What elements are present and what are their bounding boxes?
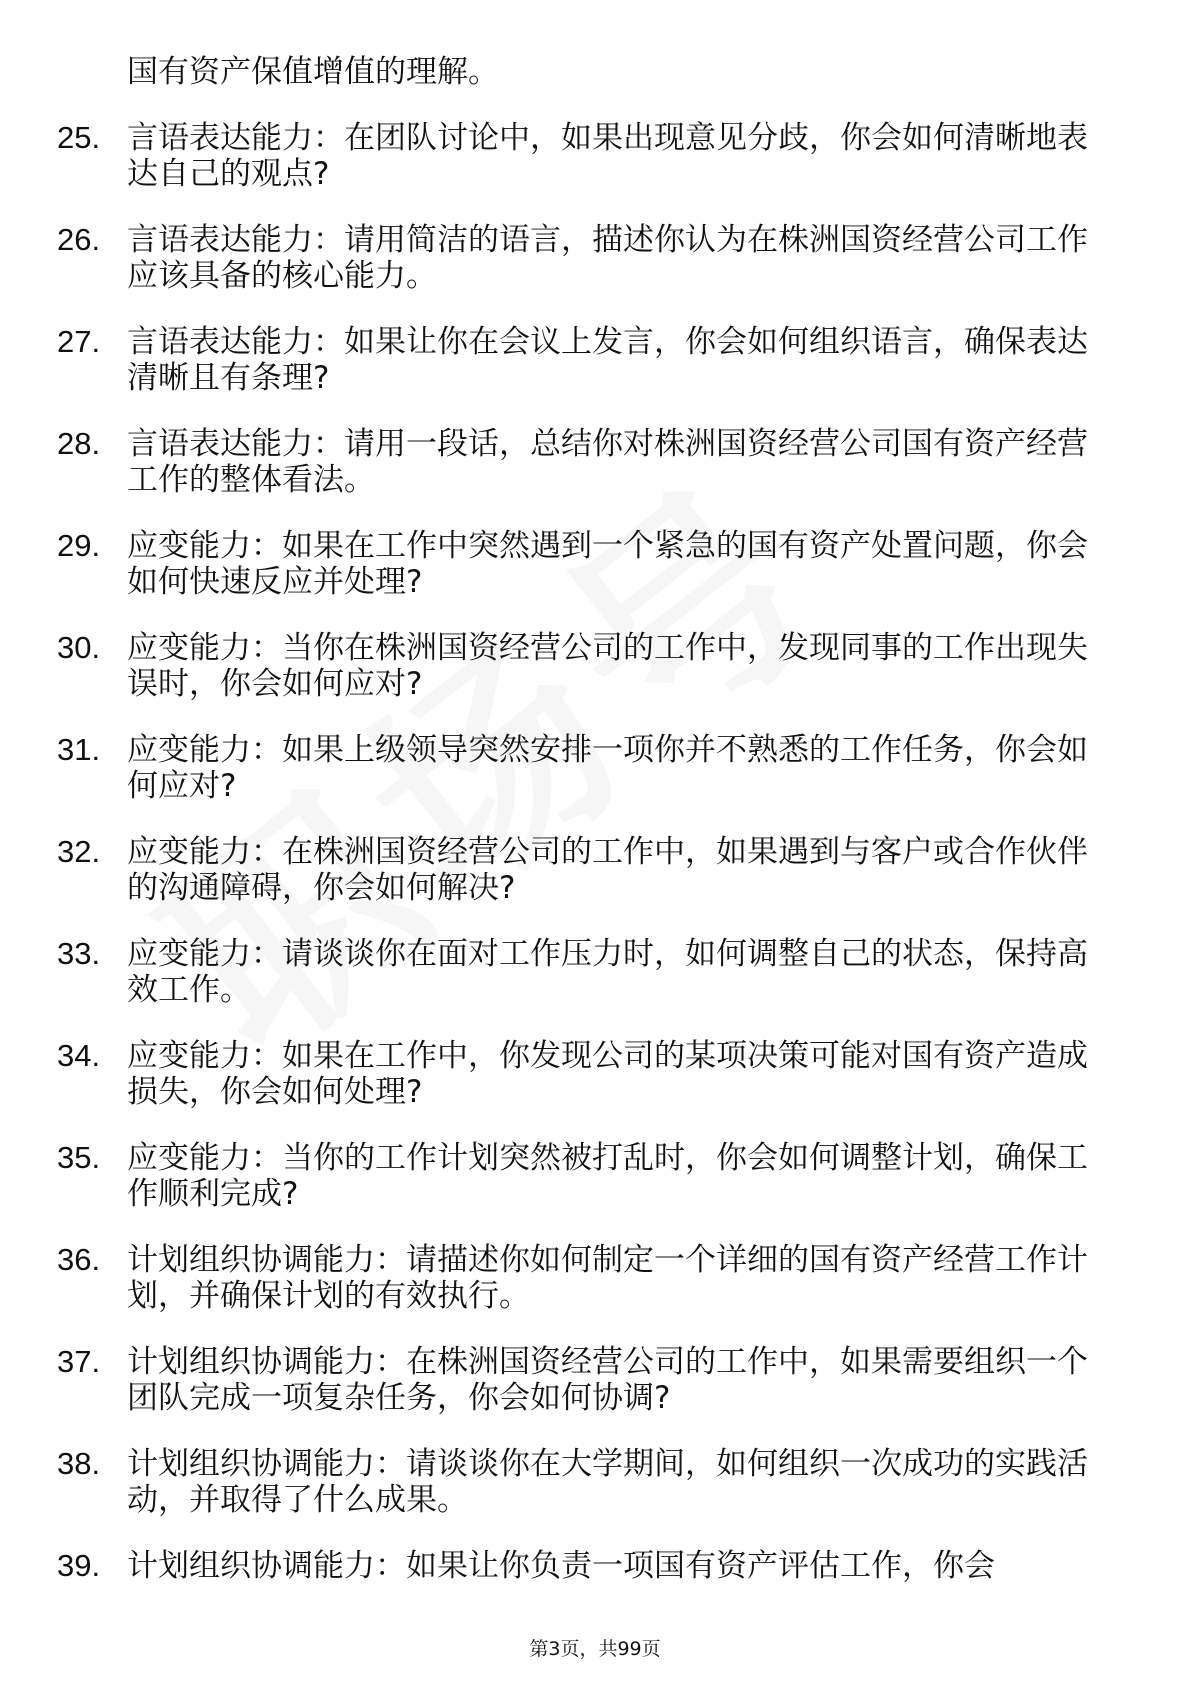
question-content	[57, 54, 1117, 1614]
question-category: 言语表达能力 ：	[127, 324, 344, 360]
question-text: 在株洲国资经营公司的工作中，如果遇到与客户或合作伙伴的沟通障碍，你会如何解决?	[127, 834, 1088, 906]
question-text: 请谈谈你在大学期间，如何组织一次成功的实践活动，并取得了什么成果。	[127, 1446, 1088, 1518]
question-text: 如果在工作中，你发现公司的某项决策可能对国有资产造成损失，你会如何处理?	[127, 1038, 1088, 1110]
question-item	[57, 936, 1117, 1008]
question-number: 26.	[57, 222, 101, 257]
question-item	[57, 732, 1117, 804]
question-item	[57, 426, 1117, 498]
question-list	[57, 120, 1117, 1584]
question-number: 35.	[57, 1140, 101, 1175]
question-item	[57, 834, 1117, 906]
question-number: 32.	[57, 834, 101, 869]
question-category: 计划组织协调能力 ：	[127, 1242, 406, 1278]
continued-text: 国有资产保值增值的理解。	[127, 54, 499, 90]
question-item	[57, 1242, 1117, 1314]
question-number: 30.	[57, 630, 101, 665]
question-category: 应变能力 ：	[127, 1038, 282, 1074]
question-text: 在株洲国资经营公司的工作中，如果需要组织一个团队完成一项复杂任务，你会如何协调?	[127, 1344, 1088, 1416]
question-number: 29.	[57, 528, 101, 563]
question-category: 应变能力 ：	[127, 1140, 282, 1176]
question-text: 如果让你在会议上发言，你会如何组织语言，确保表达清晰且有条理?	[127, 324, 1088, 396]
question-text: 当你在株洲国资经营公司的工作中，发现同事的工作出现失误时，你会如何应对?	[127, 630, 1088, 702]
question-text: 请用简洁的语言，描述你认为在株洲国资经营公司工作应该具备的核心能力。	[127, 222, 1088, 294]
question-text: 请用一段话，总结你对株洲国资经营公司国有资产经营工作的整体看法。	[127, 426, 1088, 498]
question-number: 25.	[57, 120, 101, 155]
question-item	[57, 1140, 1117, 1212]
question-item	[57, 630, 1117, 702]
question-item	[57, 1446, 1117, 1518]
question-text: 如果在工作中突然遇到一个紧急的国有资产处置问题，你会如何快速反应并处理?	[127, 528, 1088, 600]
question-category: 计划组织协调能力 ：	[127, 1446, 406, 1482]
question-category: 计划组织协调能力 ：	[127, 1548, 406, 1584]
question-number: 38.	[57, 1446, 101, 1481]
page-number: 第3页，共99页	[529, 1638, 661, 1660]
question-category: 应变能力 ：	[127, 732, 282, 768]
question-item	[57, 222, 1117, 294]
question-item	[57, 1548, 1117, 1584]
question-category: 言语表达能力 ：	[127, 426, 344, 462]
question-category: 言语表达能力 ：	[127, 120, 344, 156]
question-category: 言语表达能力 ：	[127, 222, 344, 258]
question-text: 当你的工作计划突然被打乱时，你会如何调整计划，确保工作顺利完成?	[127, 1140, 1088, 1212]
question-category: 应变能力 ：	[127, 936, 282, 972]
question-text: 在团队讨论中，如果出现意见分歧，你会如何清晰地表达自己的观点?	[127, 120, 1088, 192]
question-number: 36.	[57, 1242, 101, 1277]
question-item	[57, 324, 1117, 396]
page-footer	[0, 1637, 1190, 1661]
question-text: 请描述你如何制定一个详细的国有资产经营工作计划，并确保计划的有效执行。	[127, 1242, 1088, 1314]
question-number: 27.	[57, 324, 101, 359]
question-item	[57, 120, 1117, 192]
question-number: 37.	[57, 1344, 101, 1379]
question-text: 请谈谈你在面对工作压力时，如何调整自己的状态，保持高效工作。	[127, 936, 1088, 1008]
question-number: 33.	[57, 936, 101, 971]
question-item	[57, 1344, 1117, 1416]
question-number: 31.	[57, 732, 101, 767]
question-category: 应变能力 ：	[127, 528, 282, 564]
question-item	[57, 528, 1117, 600]
question-number: 28.	[57, 426, 101, 461]
question-number: 34.	[57, 1038, 101, 1073]
question-category: 应变能力 ：	[127, 630, 282, 666]
question-category: 计划组织协调能力 ：	[127, 1344, 406, 1380]
question-category: 应变能力 ：	[127, 834, 282, 870]
question-number: 39.	[57, 1548, 101, 1583]
question-item	[57, 1038, 1117, 1110]
question-text: 如果让你负责一项国有资产评估工作，你会	[406, 1548, 995, 1584]
question-text: 如果上级领导突然安排一项你并不熟悉的工作任务，你会如何应对?	[127, 732, 1088, 804]
